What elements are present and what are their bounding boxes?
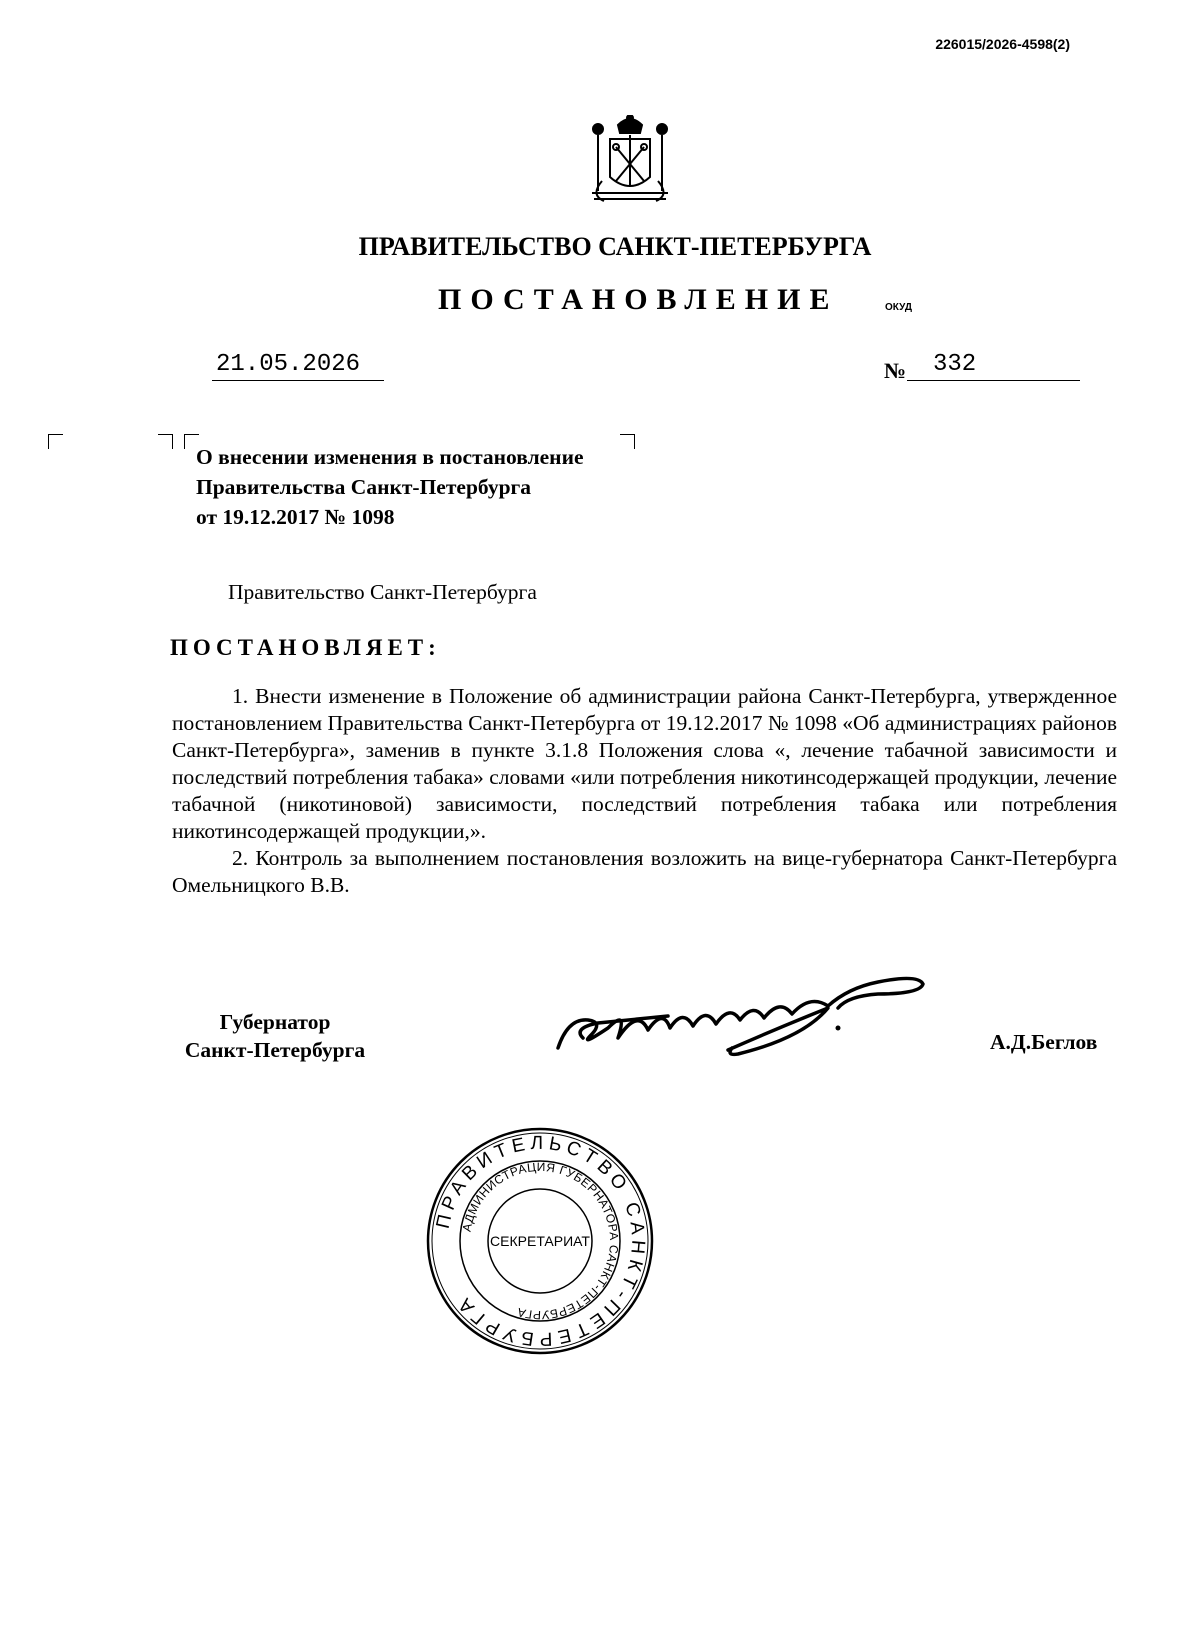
document-subject [196, 442, 584, 532]
document-type: ПОСТАНОВЛЕНИЕ [438, 283, 839, 316]
number-label: № [884, 358, 907, 383]
document-date: 21.05.2026 [212, 350, 384, 381]
registration-number: 226015/2026-4598(2) [935, 36, 1070, 52]
preamble: Правительство Санкт-Петербурга [228, 580, 537, 604]
address-corner-mark [48, 434, 63, 449]
subject-line: О внесении изменения в постановление [196, 445, 584, 469]
coat-of-arms-icon [580, 115, 680, 207]
signatory-name: А.Д.Беглов [990, 1030, 1098, 1054]
body-paragraph: 1. Внести изменение в Положение об администрации района Санкт-Петербурга, утвержденное постановлением Правительства Санкт-Петербурга от 19.12.2017 № 1098 «Об администрациях районов Санкт-Петербурга», заменив в пункте 3.1.8 Положения слова «, лечение табачной зависимости и последствий потребления табака» словами «или потребления никотинсодержащей продукции, лечение табачной (никотиновой) зависимости, последствий потребления табака или потребления никотинсодержащей продукции,». [172, 684, 1117, 843]
subject-line: от 19.12.2017 № 1098 [196, 505, 395, 529]
body-paragraph: 2. Контроль за выполнением постановления возложить на вице-губернатора Санкт-Петербурга Омельницкого В.В. [172, 846, 1117, 897]
subject-corner-mark [620, 434, 635, 449]
official-seal-stamp [425, 1126, 655, 1356]
okud-label: ОКУД [885, 302, 912, 313]
position-line: Санкт-Петербурга [184, 1038, 366, 1062]
signatory-position [170, 1008, 380, 1064]
stamp-outer-text: ПРАВИТЕЛЬСТВО САНКТ-ПЕТЕРБУРГА [432, 1132, 649, 1350]
stamp-inner-text: АДМИНИСТРАЦИЯ ГУБЕРНАТОРА САНКТ-ПЕТЕРБУРГА [459, 1159, 622, 1323]
position-line: Губернатор [219, 1010, 331, 1034]
subject-line: Правительства Санкт-Петербурга [196, 475, 532, 499]
stamp-center-text: СЕКРЕТАРИАТ [490, 1233, 590, 1249]
document-number: 332 [907, 350, 1080, 381]
document-body [172, 683, 1117, 899]
handwritten-signature [548, 968, 968, 1068]
government-name: ПРАВИТЕЛЬСТВО САНКТ-ПЕТЕРБУРГА [358, 232, 872, 261]
decree-heading: ПОСТАНОВЛЯЕТ: [170, 635, 441, 660]
address-corner-mark [158, 434, 173, 449]
